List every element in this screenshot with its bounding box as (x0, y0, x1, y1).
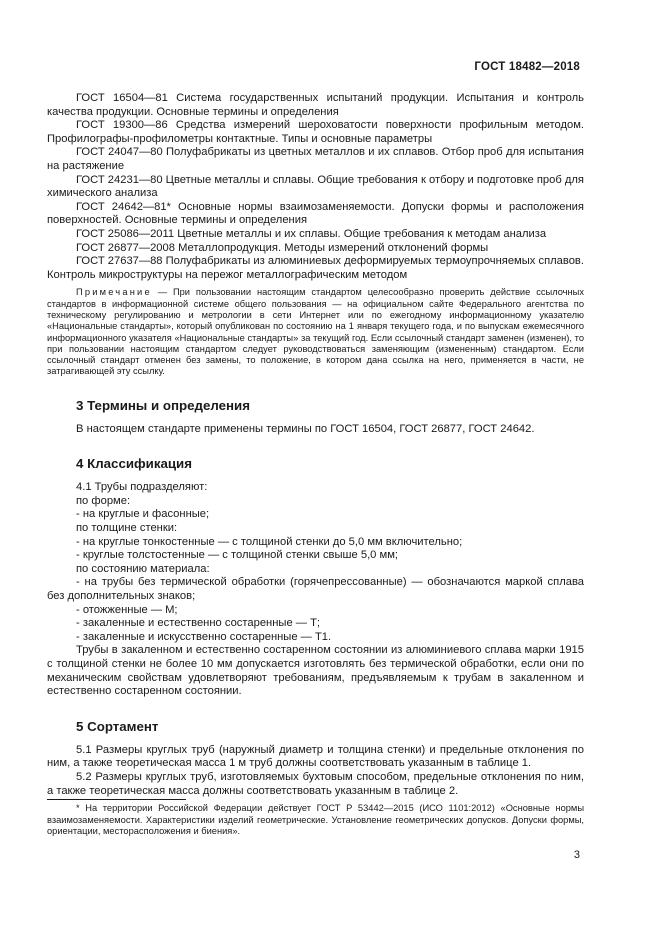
list-item: - на круглые и фасонные; (76, 508, 210, 521)
list-item: - на круглые тонкостенные — с толщиной стенки до 5,0 мм включительно; (76, 535, 463, 548)
by-wall-label: по толщине стенки: (76, 522, 178, 535)
by-form-label: по форме: (76, 494, 131, 507)
clause-5-1: 5.1 Размеры круглых труб (наружный диаметр и толщина стенки) и предельные отклонения по ним, а также теоретическая масса 1 м труб должны соответствовать указанным в таблице 1. (47, 743, 584, 770)
normative-references (47, 92, 584, 282)
list-item: - круглые толстостенные — с толщиной стенки свыше 5,0 мм; (76, 549, 398, 562)
list-item: - отожженные — М; (76, 603, 178, 616)
list-item: - закаленные и искусственно состаренные — Т1. (76, 630, 332, 643)
wall-list (47, 536, 584, 563)
standard-code-header: ГОСТ 18482—2018 (474, 61, 580, 73)
section-5-title: 5 Сортамент (76, 718, 159, 734)
list-item: - на трубы без термической обработки (горячепрессованные) — обозначаются маркой сплава без дополнительных знаков; (47, 576, 584, 603)
note-text: — При пользовании настоящим стандартом целесообразно проверить действие ссылочных стандартов в информационной системе общего пользования — на официальном сайте Федерального агентства по техническому регулированию и метрологии в сети Интернет или по ежегодному информационному указателю «Национальные стандарты», который опубликован по состоянию на 1 января текущего года, и по выпускам ежемесячного информационного указателя «Национальные стандарты» за текущий год. Если ссылочный стандарт заменен (изменен), то при пользовании настоящим стандартом следует руководствоваться заменяющим (измененным) стандартом. Если ссылочный стандарт отменен без замены, то положение, в котором дана ссылка на него, применяется в части, не затрагивающей эту ссылку. (47, 287, 584, 377)
reference-item: ГОСТ 25086—2011 Цветные металлы и их сплавы. Общие требования к методам анализа (76, 227, 547, 240)
reference-item: ГОСТ 24231—80 Цветные металлы и сплавы. Общие требования к отбору и подготовке проб для химического анализа (47, 173, 584, 200)
reference-item: ГОСТ 24642—81* Основные нормы взаимозаменяемости. Допуски формы и расположения поверхностей. Основные термины и определения (47, 200, 584, 227)
footnote-divider (47, 799, 186, 800)
section-4 (47, 456, 584, 699)
reference-item: ГОСТ 26877—2008 Металлопродукция. Методы измерений отклонений формы (76, 241, 489, 254)
section-3-title: 3 Термины и определения (76, 397, 250, 413)
page-number: 3 (573, 849, 580, 861)
reference-item: ГОСТ 27637—88 Полуфабрикаты из алюминиевых деформируемых термоупрочняемых сплавов. Контроль микроструктуры на пережог металлографическим методом (47, 255, 584, 281)
clause-5-2: 5.2 Размеры круглых труб, изготовляемых бухтовым способом, предельные отклонения по ним, а также теоретическая масса должны соответствовать указанным в таблице 2. (47, 770, 584, 797)
document-body (47, 92, 584, 798)
section-5 (47, 719, 584, 798)
note-paragraph (47, 287, 584, 377)
clause-4-1: 4.1 Трубы подразделяют: (76, 481, 208, 494)
material-list (47, 576, 584, 644)
section-4-closing: Трубы в закаленном и естественно состаренном состоянии из алюминиевого сплава марки 1915 с толщиной стенки не более 10 мм допускается изготовлять без термической обработки, если они по механическим свойствам удовлетворяют требованиям, предъявляемым к трубам в закаленном и естественно состаренном состоянии. (47, 644, 584, 698)
section-4-title: 4 Классификация (76, 456, 192, 472)
reference-item: ГОСТ 19300—86 Средства измерений шероховатости поверхности профильным методом. Профилографы-профилометры контактные. Типы и основные параметры (47, 119, 584, 145)
form-list (47, 508, 584, 522)
note-label: Примечание (76, 287, 152, 298)
by-material-label: по состоянию материала: (76, 562, 210, 575)
list-item: - закаленные и естественно состаренные — Т; (76, 617, 321, 630)
reference-item: ГОСТ 24047—80 Полуфабрикаты из цветных металлов и их сплавов. Отбор проб для испытания на растяжение (47, 146, 584, 172)
reference-item: ГОСТ 16504—81 Система государственных испытаний продукции. Испытания и контроль качества продукции. Основные термины и определения (47, 92, 584, 118)
section-3-text: В настоящем стандарте применены термины по ГОСТ 16504, ГОСТ 26877, ГОСТ 24642. (76, 422, 535, 435)
section-3 (47, 398, 584, 437)
footnote: * На территории Российской Федерации действует ГОСТ Р 53442—2015 (ИСО 1101:2012) «Основные нормы взаимозаменяемости. Характеристики изделий геометрические. Установление геометрических допусков. Допуски формы, ориентации, месторасположения и биения». (47, 803, 584, 837)
